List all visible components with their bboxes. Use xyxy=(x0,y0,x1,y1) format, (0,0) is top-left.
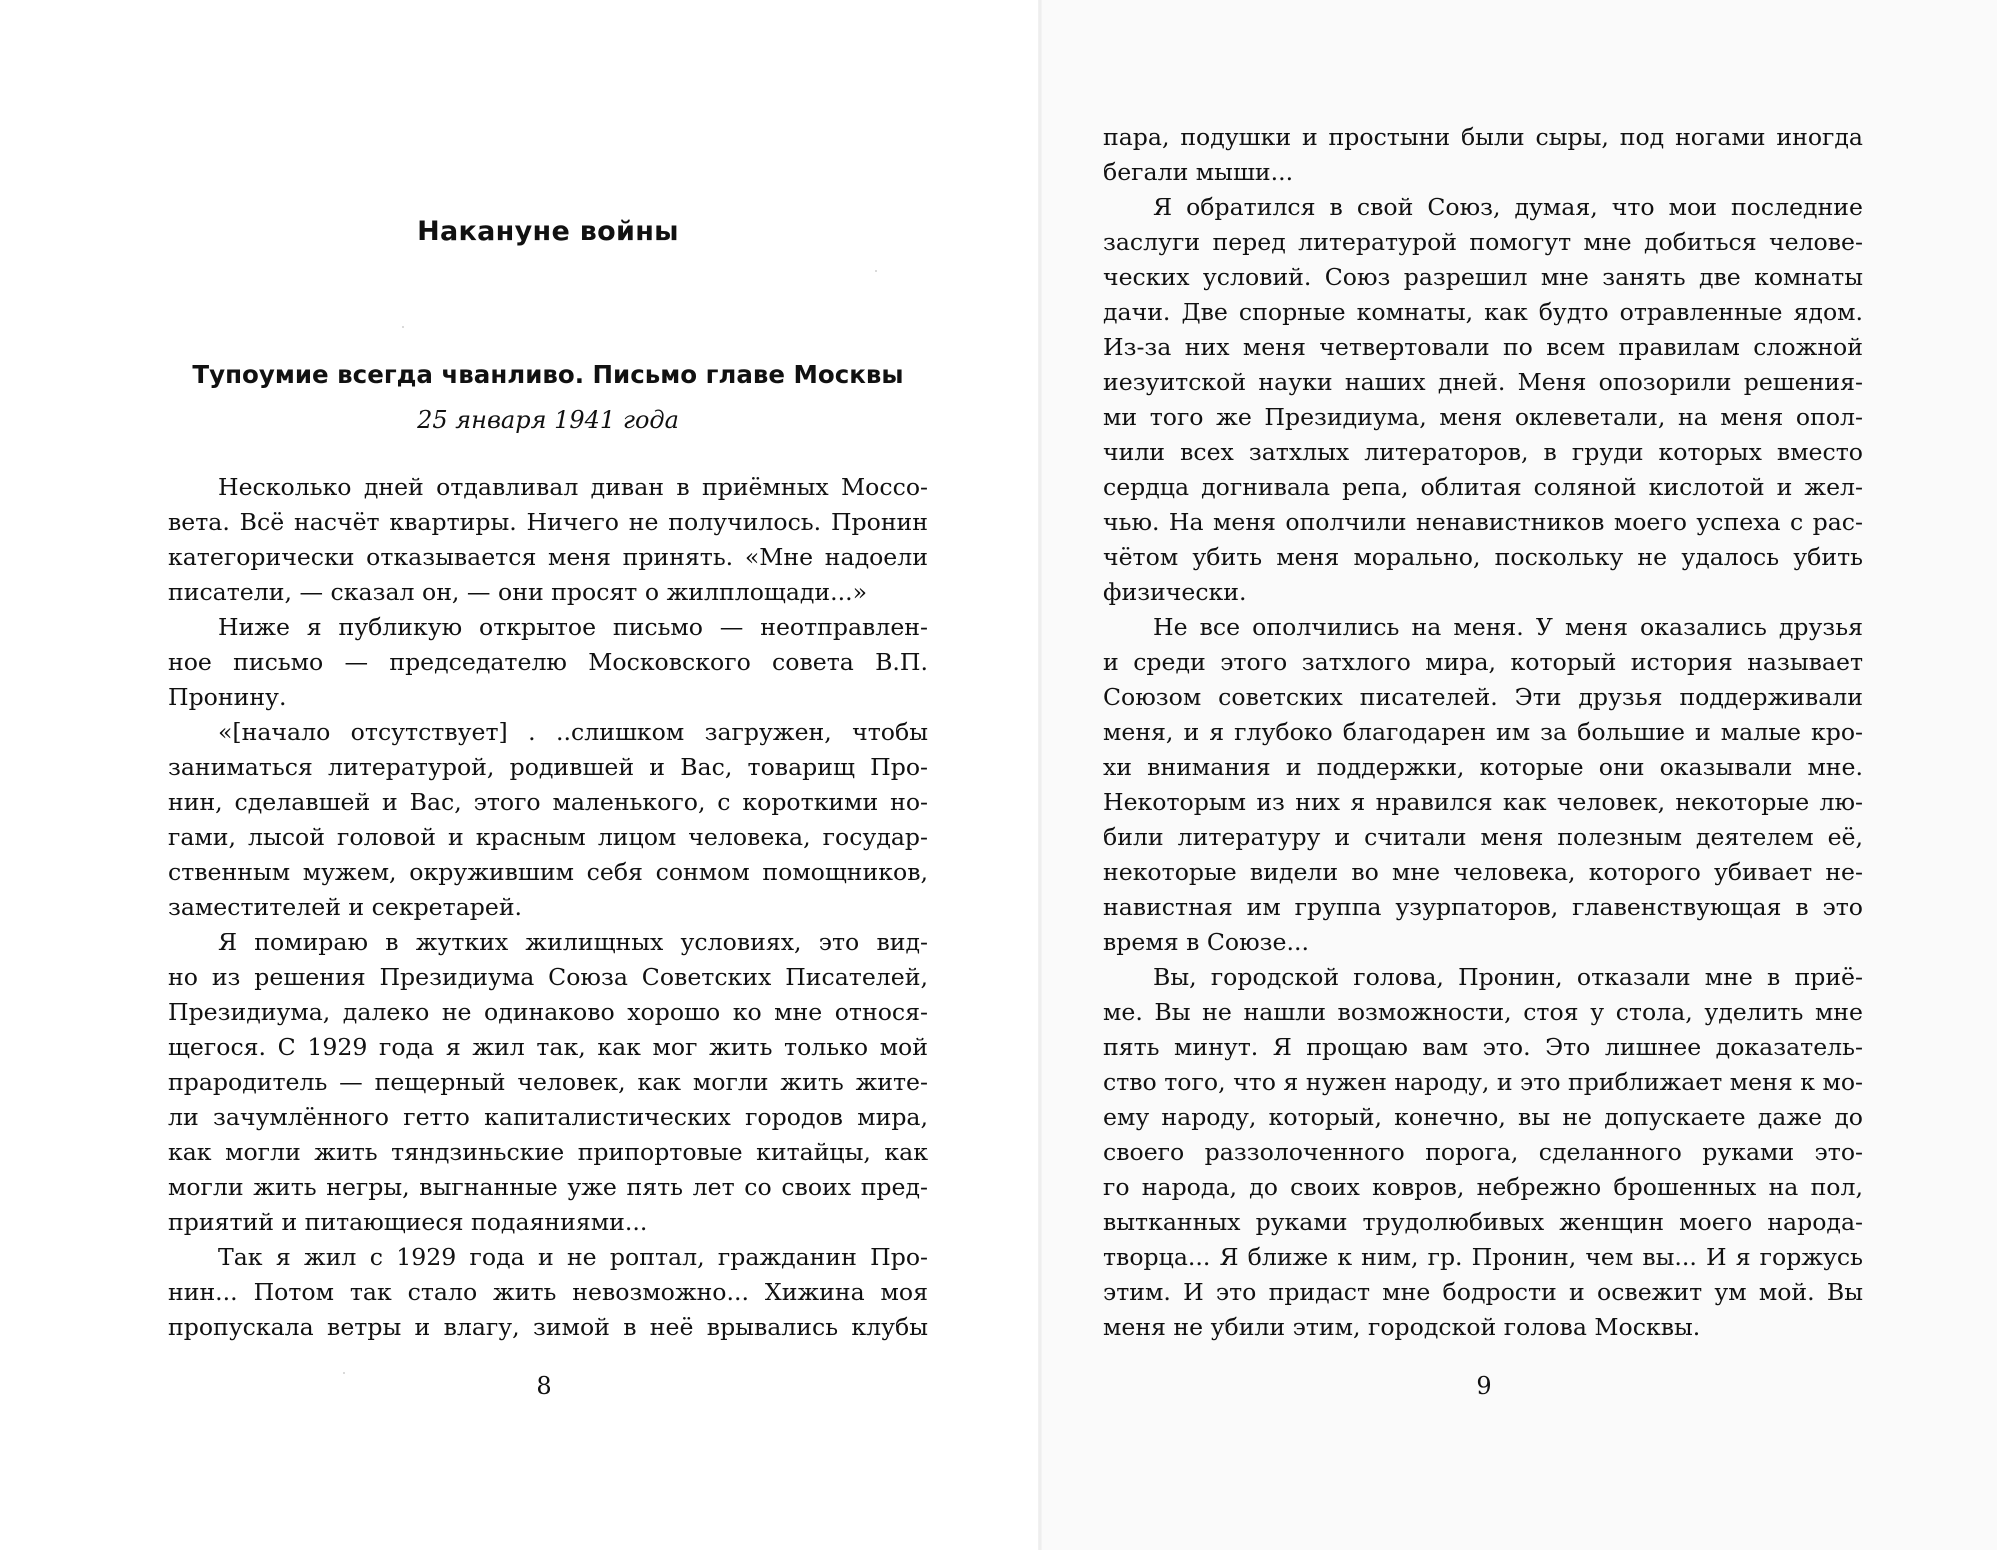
text-line: этим. И это придаст мне бодрости и освежит ум мой. Вы xyxy=(1103,1278,1863,1306)
text-line: физически. xyxy=(1103,578,1247,606)
text-line: гами, лысой головой и красным лицом человека, государ- xyxy=(168,823,928,851)
text-line: заслуги перед литературой помогут мне добиться челове- xyxy=(1103,228,1863,256)
text-line: своего раззолоченного порога, сделанного руками это- xyxy=(1103,1138,1863,1166)
text-line: вета. Всё насчёт квартиры. Ничего не получилось. Пронин xyxy=(168,508,928,536)
text-line: ное письмо — председателю Московского совета В.П. xyxy=(168,648,928,676)
text-line: хи внимания и поддержки, которые они оказывали мне. xyxy=(1103,753,1863,781)
text-line: некоторые видели во мне человека, которого убивает не- xyxy=(1103,858,1863,886)
left-page-text xyxy=(168,470,928,1345)
text-line: время в Союзе... xyxy=(1103,928,1309,956)
text-line: бегали мыши... xyxy=(1103,158,1294,186)
text-line: ли зачумлённого гетто капиталистических городов мира, xyxy=(168,1103,928,1131)
text-line: Я обратился в свой Союз, думая, что мои последние xyxy=(1153,193,1863,221)
text-line: ственным мужем, окружившим себя сонмом помощников, xyxy=(168,858,928,886)
text-line: приятий и питающиеся подаяниями... xyxy=(168,1208,648,1236)
text-line: Несколько дней отдавливал диван в приёмных Моссо- xyxy=(218,473,928,501)
text-line: пара, подушки и простыни были сыры, под ногами иногда xyxy=(1103,123,1863,151)
text-line: Я помираю в жутких жилищных условиях, это вид- xyxy=(218,928,928,956)
text-line: Из-за них меня четвертовали по всем правилам сложной xyxy=(1103,333,1863,361)
text-line: Пронину. xyxy=(168,683,287,711)
page-speck xyxy=(402,326,404,328)
text-line: ми того же Президиума, меня оклеветали, на меня опол- xyxy=(1103,403,1863,431)
text-line: Так я жил с 1929 года и не роптал, гражданин Про- xyxy=(218,1243,928,1271)
text-line: как могли жить тяндзиньские припортовые китайцы, как xyxy=(168,1138,928,1166)
text-line: меня не убили этим, городской голова Москвы. xyxy=(1103,1313,1701,1341)
chapter-title: Накануне войны xyxy=(417,216,679,247)
text-line: иезуитской науки наших дней. Меня опозорили решения- xyxy=(1103,368,1863,396)
page-number-left: 8 xyxy=(536,1372,552,1400)
text-line: ческих условий. Союз разрешил мне занять две комнаты xyxy=(1103,263,1863,291)
section-title: Тупоумие всегда чванливо. Письмо главе Москвы xyxy=(192,360,904,389)
text-line: вытканных руками трудолюбивых женщин моего народа- xyxy=(1103,1208,1863,1236)
text-line: щегося. С 1929 года я жил так, как мог жить только мой xyxy=(168,1033,928,1061)
text-line: Союзом советских писателей. Эти друзья поддерживали xyxy=(1103,683,1863,711)
text-line: ему народу, который, конечно, вы не допускаете даже до xyxy=(1103,1103,1863,1131)
text-line: го народа, до своих ковров, небрежно брошенных на пол, xyxy=(1103,1173,1863,1201)
text-line: меня, и я глубоко благодарен им за большие и малые кро- xyxy=(1103,718,1863,746)
text-line: категорически отказывается меня принять. «Мне надоели xyxy=(168,543,928,571)
text-line: прародитель — пещерный человек, как могли жить жите- xyxy=(168,1068,928,1096)
text-line: заниматься литературой, родившей и Вас, товарищ Про- xyxy=(168,753,928,781)
text-line: Ниже я публикую открытое письмо — неотправлен- xyxy=(218,613,928,641)
section-date: 25 января 1941 года xyxy=(417,406,679,434)
text-line: и среди этого затхлого мира, который история называет xyxy=(1103,648,1863,676)
text-line: чью. На меня ополчили ненавистников моего успеха с рас- xyxy=(1103,508,1863,536)
text-line: сердца догнивала репа, облитая соляной кислотой и жел- xyxy=(1103,473,1863,501)
text-line: Некоторым из них я нравился как человек, некоторые лю- xyxy=(1103,788,1863,816)
text-line: били литературу и считали меня полезным деятелем её, xyxy=(1103,823,1863,851)
text-line: Вы, городской голова, Пронин, отказали мне в приё- xyxy=(1153,963,1863,991)
page-speck xyxy=(343,1372,345,1374)
text-line: Не все ополчились на меня. У меня оказались друзья xyxy=(1153,613,1863,641)
text-line: «[начало отсутствует] . ..слишком загружен, чтобы xyxy=(218,718,928,746)
text-line: писатели, — сказал он, — они просят о жилплощади...» xyxy=(168,578,868,606)
text-line: творца... Я ближе к ним, гр. Пронин, чем вы... И я горжусь xyxy=(1103,1243,1863,1271)
text-line: нин... Потом так стало жить невозможно... Хижина моя xyxy=(168,1278,928,1306)
text-line: дачи. Две спорные комнаты, как будто отравленные ядом. xyxy=(1103,298,1863,326)
book-gutter xyxy=(1038,0,1042,1550)
text-line: могли жить негры, выгнанные уже пять лет со своих пред- xyxy=(168,1173,928,1201)
page-number-right: 9 xyxy=(1476,1372,1492,1400)
text-line: ме. Вы не нашли возможности, стоя у стола, уделить мне xyxy=(1103,998,1863,1026)
text-line: пропускала ветры и влагу, зимой в неё врывались клубы xyxy=(168,1313,928,1341)
text-line: навистная им группа узурпаторов, главенствующая в это xyxy=(1103,893,1863,921)
text-line: Президиума, далеко не одинаково хорошо ко мне относя- xyxy=(168,998,928,1026)
right-page-text xyxy=(1103,120,1863,1345)
text-line: нин, сделавшей и Вас, этого маленького, с короткими но- xyxy=(168,788,928,816)
page-speck xyxy=(875,270,877,272)
text-line: ство того, что я нужен народу, и это приближает меня к мо- xyxy=(1103,1068,1863,1096)
text-line: чётом убить меня морально, поскольку не удалось убить xyxy=(1103,543,1863,571)
text-line: заместителей и секретарей. xyxy=(168,893,523,921)
text-line: чили всех затхлых литераторов, в груди которых вместо xyxy=(1103,438,1863,466)
text-line: пять минут. Я прощаю вам это. Это лишнее доказатель- xyxy=(1103,1033,1863,1061)
text-line: но из решения Президиума Союза Советских Писателей, xyxy=(168,963,928,991)
